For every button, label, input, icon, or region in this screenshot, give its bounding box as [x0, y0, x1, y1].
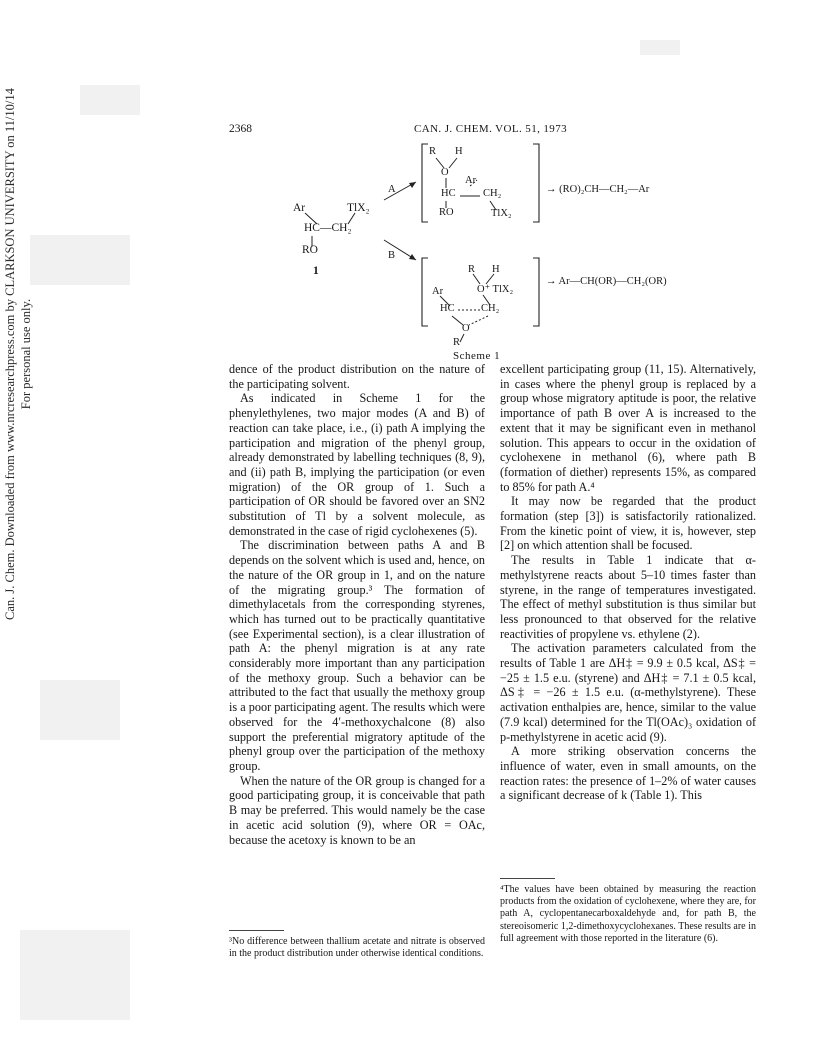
path-a-label: A	[388, 184, 396, 195]
footnote-3: ³No difference between thallium acetate and nitrate is observed in the product distribution under otherwise identical conditions.	[229, 936, 485, 960]
page-number: 2368	[229, 123, 252, 135]
scheme-caption: Scheme 1	[453, 350, 501, 362]
path-a-ch2: CH₂	[483, 188, 502, 199]
reaction-scheme	[280, 138, 700, 350]
paragraph: The discrimination between paths A and B depends on the solvent which is used and, hence, on the nature of the OR group in 1, and on the nature of the migrating group.³ The formation of dimethylacetals from the corresponding styrenes, which has turned out to be practically quantitative (see Experimental section), is a clear illustration of path A: the phenyl migration is at any rate considerably more important than any participation of the methoxy group. Such a behavior can be attributed to the fact that usually the methoxy group is a poor participating agent. The results which were observed for the 4′-methoxychalcone (8) also support the preferential migratory aptitude of the phenyl group over the participation of the methoxy group.	[229, 538, 485, 773]
watermark-line-1: Can. J. Chem. Downloaded from www.nrcresearchpress.com by CLARKSON UNIVERSITY on 11/10/14	[3, 88, 17, 620]
path-a-ar: Ar	[465, 175, 477, 186]
paragraph: When the nature of the OR group is changed for a good participating group, it is conceivable that path B may be preferred. This would namely be the case in acetic acid solution (9), where OR = OAc, because the acetoxy is known to be an	[229, 773, 485, 847]
path-b-ar: Ar	[432, 286, 444, 297]
footnote-rule	[500, 878, 555, 879]
compound-number: 1	[313, 265, 319, 277]
reactant-hc-ch2: HC—CH₂	[304, 222, 352, 234]
scan-artifact	[20, 930, 130, 1020]
scheme-lines	[280, 138, 700, 350]
path-a-h: H	[455, 146, 463, 157]
reactant-ar: Ar	[293, 202, 306, 214]
paragraph: The results in Table 1 indicate that α-methylstyrene reacts about 5–10 times faster than styrene, in the range of temperatures investigated. The effect of methyl substitution is thus similar but less pronounced to that observed for the relative reactivities of propylene vs. ethylene (2).	[500, 553, 756, 641]
path-a-o: O	[441, 167, 449, 178]
path-b-h: H	[492, 264, 500, 275]
path-b-o-bottom: O	[462, 323, 470, 334]
reactant-ro: RO	[302, 244, 318, 256]
paragraph: The activation parameters calculated from the results of Table 1 are ΔH‡ = 9.9 ± 0.5 kcal, ΔS‡ = −25 ± 1.5 e.u. (styrene) and ΔH‡ = 7.1 ± 0.5 kcal, ΔS‡ = −26 ± 1.5 e.u. (α-methylstyrene). These activation enthalpies are, hence, similar to the value (7.9 kcal) determined for the Tl(OAc)₃ oxidation of p-methylstyrene in acetic acid (9).	[500, 641, 756, 744]
path-b-r-bottom: R	[453, 337, 461, 348]
path-b-r-top: R	[468, 264, 476, 275]
scan-artifact	[30, 235, 130, 285]
footnote-4: ⁴The values have been obtained by measuring the reaction products from the oxidation of cyclohexene, where they are, for path A, cyclopentanecarboxaldehyde and, for path B, the stereoisomeric 1,2-dimethoxycyclohexanes. These results are in full agreement with those reported in the literature (6).	[500, 884, 756, 944]
scan-artifact	[40, 680, 120, 740]
download-watermark	[2, 88, 34, 620]
watermark-line-2: For personal use only.	[19, 298, 33, 410]
path-b-hc: HC	[440, 303, 455, 314]
running-head: CAN. J. CHEM. VOL. 51, 1973	[414, 123, 567, 135]
scan-artifact	[640, 40, 680, 55]
footnote-rule	[229, 930, 284, 931]
path-a-tlx2: TlX₂	[491, 208, 512, 219]
path-a-product: → (RO)₂CH—CH₂—Ar	[546, 184, 650, 195]
paragraph: It may now be regarded that the product formation (step [3]) is satisfactorily rationalized. From the kinetic point of view, it is, however, step [2] on which attention shall be focused.	[500, 494, 756, 553]
left-column	[229, 362, 485, 847]
path-b-label: B	[388, 250, 396, 261]
scan-artifact	[80, 85, 140, 115]
path-a-ro: RO	[439, 207, 454, 218]
paragraph: As indicated in Scheme 1 for the phenylethylenes, two major modes (A and B) of reaction can take place, i.e., (i) path A implying the participation and migration of the phenyl group, already demonstrated by labelling techniques (8, 9), and (ii) path B, implying the participation (or even migration) of the OR group of 1. Such a participation of OR should be favored over an SN2 substitution of Tl by a solvent molecule, as demonstrated in the case of rigid cyclohexenes (5).	[229, 391, 485, 538]
path-b-o-tl: O⁺ TlX₂	[477, 284, 514, 295]
paragraph: excellent participating group (11, 15). Alternatively, in cases where the phenyl group is replaced by a group whose migratory aptitude is poor, the relative importance of path B over A is increased to the extent that it may be significant even in methanol solution. This appears to occur in the oxidation of cyclohexene in methanol (6), where path B (formation of diether) represents 15%, as compared to 85% for path A.⁴	[500, 362, 756, 494]
path-a-hc: HC	[441, 188, 456, 199]
reactant-tlx2: TlX₂	[347, 202, 370, 214]
paragraph: dence of the product distribution on the nature of the participating solvent.	[229, 362, 485, 391]
path-b-product: → Ar—CH(OR)—CH₂(OR)	[546, 276, 667, 287]
right-column	[500, 362, 756, 803]
path-b-ch2: CH₂	[481, 303, 500, 314]
path-a-r: R	[429, 146, 437, 157]
paragraph: A more striking observation concerns the influence of water, even in small amounts, on the reaction rates: the presence of 1–2% of water causes a significant decrease of k (Table 1). This	[500, 744, 756, 803]
